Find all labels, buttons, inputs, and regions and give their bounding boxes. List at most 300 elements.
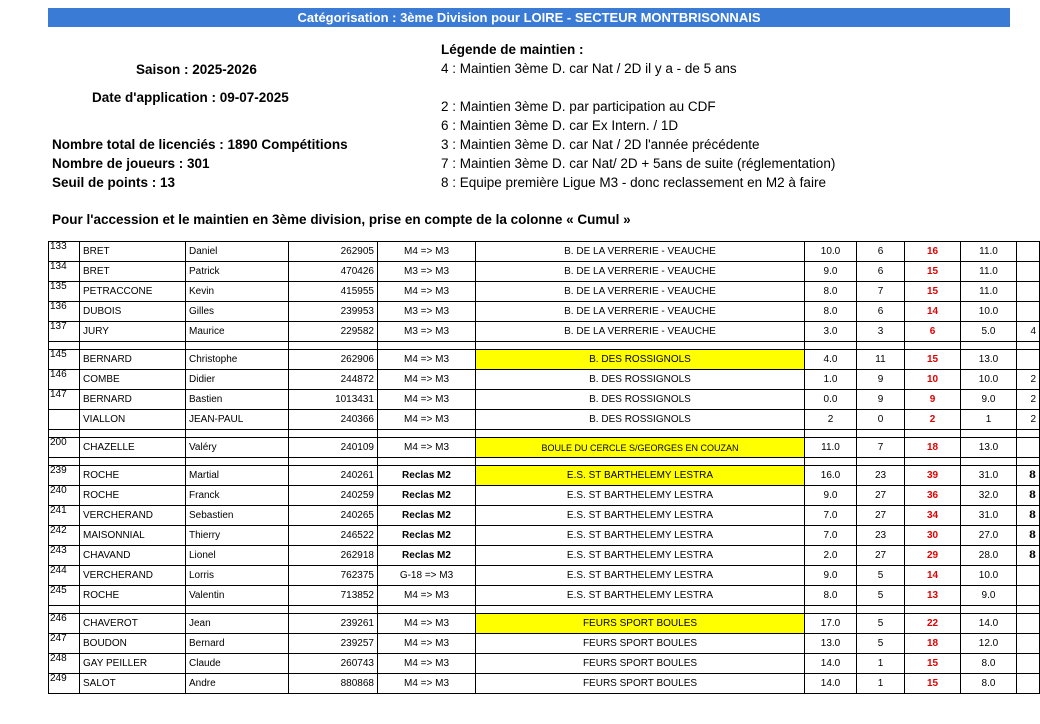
first-name-cell: Sebastien — [186, 506, 289, 526]
club-cell: B. DE LA VERRERIE - VEAUCHE — [476, 262, 805, 282]
first-name-cell: Christophe — [186, 350, 289, 370]
points-cell: 15 — [905, 654, 961, 674]
row-index: 244 — [49, 566, 80, 586]
row-index: 135 — [49, 282, 80, 302]
club-cell: E.S. ST BARTHELEMY LESTRA — [476, 526, 805, 546]
first-name-cell: Patrick — [186, 262, 289, 282]
table-spacer-row — [49, 430, 1040, 438]
points-threshold-label: Seuil de points : 13 — [52, 175, 176, 190]
cumul-cell: 14.0 — [961, 614, 1017, 634]
last-name-cell: CHAVEROT — [80, 614, 186, 634]
spacer-cell — [961, 458, 1017, 466]
legend-title: Légende de maintien : — [441, 42, 584, 57]
points-cell: 9 — [905, 390, 961, 410]
first-name-cell: Franck — [186, 486, 289, 506]
cumul-cell: 13.0 — [961, 438, 1017, 458]
last-name-cell: ROCHE — [80, 486, 186, 506]
club-cell: BOULE DU CERCLE S/GEORGES EN COUZAN — [476, 438, 805, 458]
row-index: 136 — [49, 302, 80, 322]
category-cell: M4 => M3 — [378, 282, 476, 302]
club-cell: B. DES ROSSIGNOLS — [476, 370, 805, 390]
club-cell: B. DE LA VERRERIE - VEAUCHE — [476, 282, 805, 302]
first-name-cell: Lionel — [186, 546, 289, 566]
table-row — [49, 486, 1040, 506]
licence-number-cell: 240265 — [289, 506, 378, 526]
points-cell: 22 — [905, 614, 961, 634]
spacer-cell — [289, 342, 378, 350]
score-cell: 10.0 — [805, 242, 857, 262]
cumul-cell: 10.0 — [961, 566, 1017, 586]
table-row — [49, 242, 1040, 262]
spacer-cell — [905, 458, 961, 466]
licence-number-cell: 415955 — [289, 282, 378, 302]
score-cell: 6 — [857, 302, 905, 322]
maintien-code-cell: 8 — [1017, 506, 1040, 526]
spacer-cell — [289, 458, 378, 466]
last-name-cell: DUBOIS — [80, 302, 186, 322]
category-cell: M4 => M3 — [378, 410, 476, 430]
spacer-cell — [805, 342, 857, 350]
first-name-cell: Lorris — [186, 566, 289, 586]
spacer-cell — [186, 430, 289, 438]
maintien-code-cell — [1017, 302, 1040, 322]
points-cell: 6 — [905, 322, 961, 342]
spacer-cell — [289, 606, 378, 614]
licence-number-cell: 880868 — [289, 674, 378, 694]
spacer-cell — [857, 606, 905, 614]
last-name-cell: PETRACCONE — [80, 282, 186, 302]
club-cell: E.S. ST BARTHELEMY LESTRA — [476, 546, 805, 566]
points-cell: 15 — [905, 350, 961, 370]
spacer-cell — [905, 430, 961, 438]
score-cell: 6 — [857, 242, 905, 262]
first-name-cell: Claude — [186, 654, 289, 674]
table-row — [49, 586, 1040, 606]
club-cell: E.S. ST BARTHELEMY LESTRA — [476, 466, 805, 486]
club-cell: FEURS SPORT BOULES — [476, 674, 805, 694]
spacer-cell — [905, 606, 961, 614]
row-index: 239 — [49, 466, 80, 486]
maintien-code-cell: 8 — [1017, 486, 1040, 506]
table-spacer-row — [49, 458, 1040, 466]
last-name-cell: CHAZELLE — [80, 438, 186, 458]
table-row — [49, 526, 1040, 546]
category-cell: G-18 => M3 — [378, 566, 476, 586]
club-cell: B. DE LA VERRERIE - VEAUCHE — [476, 302, 805, 322]
last-name-cell: JURY — [80, 322, 186, 342]
points-cell: 34 — [905, 506, 961, 526]
table-row — [49, 410, 1040, 430]
table-row — [49, 506, 1040, 526]
cumul-note: Pour l'accession et le maintien en 3ème division, prise en compte de la colonne « Cumul » — [52, 212, 631, 227]
maintien-code-cell: 8 — [1017, 546, 1040, 566]
legend-item: 8 : Equipe première Ligue M3 - donc reclassement en M2 à faire — [441, 175, 826, 190]
score-cell: 16.0 — [805, 466, 857, 486]
licence-number-cell: 229582 — [289, 322, 378, 342]
table-row — [49, 634, 1040, 654]
points-cell: 18 — [905, 634, 961, 654]
last-name-cell: BERNARD — [80, 390, 186, 410]
licence-number-cell: 239257 — [289, 634, 378, 654]
application-date-label: Date d'application : 09-07-2025 — [92, 90, 289, 105]
maintien-code-cell — [1017, 282, 1040, 302]
spacer-cell — [857, 458, 905, 466]
table-row — [49, 546, 1040, 566]
row-index: 241 — [49, 506, 80, 526]
table-row — [49, 262, 1040, 282]
score-cell: 0 — [857, 410, 905, 430]
last-name-cell: GAY PEILLER — [80, 654, 186, 674]
category-cell: M3 => M3 — [378, 262, 476, 282]
licence-number-cell: 239261 — [289, 614, 378, 634]
table-row — [49, 614, 1040, 634]
spacer-cell — [476, 458, 805, 466]
maintien-code-cell — [1017, 242, 1040, 262]
category-cell: M4 => M3 — [378, 614, 476, 634]
score-cell: 2.0 — [805, 546, 857, 566]
cumul-cell: 32.0 — [961, 486, 1017, 506]
spacer-cell — [476, 606, 805, 614]
row-index — [49, 410, 80, 430]
licence-number-cell: 262906 — [289, 350, 378, 370]
category-cell: Reclas M2 — [378, 546, 476, 566]
table-row — [49, 566, 1040, 586]
last-name-cell: ROCHE — [80, 466, 186, 486]
category-cell: Reclas M2 — [378, 506, 476, 526]
score-cell: 1 — [857, 674, 905, 694]
spacer-cell — [1017, 430, 1040, 438]
score-cell: 1.0 — [805, 370, 857, 390]
spacer-cell — [805, 458, 857, 466]
maintien-code-cell — [1017, 566, 1040, 586]
cumul-cell: 10.0 — [961, 370, 1017, 390]
score-cell: 7.0 — [805, 506, 857, 526]
points-cell: 13 — [905, 586, 961, 606]
points-cell: 14 — [905, 302, 961, 322]
cumul-cell: 8.0 — [961, 654, 1017, 674]
club-cell: B. DES ROSSIGNOLS — [476, 410, 805, 430]
score-cell: 27 — [857, 486, 905, 506]
score-cell: 7 — [857, 438, 905, 458]
licence-number-cell: 262905 — [289, 242, 378, 262]
row-index: 137 — [49, 322, 80, 342]
spacer-cell — [378, 606, 476, 614]
category-cell: M4 => M3 — [378, 586, 476, 606]
score-cell: 3 — [857, 322, 905, 342]
points-cell: 15 — [905, 282, 961, 302]
table-row — [49, 654, 1040, 674]
score-cell: 11.0 — [805, 438, 857, 458]
score-cell: 9.0 — [805, 262, 857, 282]
maintien-code-cell — [1017, 438, 1040, 458]
score-cell: 9.0 — [805, 486, 857, 506]
row-index: 249 — [49, 674, 80, 694]
points-cell: 14 — [905, 566, 961, 586]
cumul-cell: 5.0 — [961, 322, 1017, 342]
cumul-cell: 31.0 — [961, 506, 1017, 526]
spacer-cell — [1017, 458, 1040, 466]
last-name-cell: BERNARD — [80, 350, 186, 370]
score-cell: 9 — [857, 390, 905, 410]
cumul-cell: 10.0 — [961, 302, 1017, 322]
first-name-cell: Bastien — [186, 390, 289, 410]
licence-number-cell: 246522 — [289, 526, 378, 546]
row-index: 147 — [49, 390, 80, 410]
score-cell: 23 — [857, 466, 905, 486]
spacer-cell — [961, 430, 1017, 438]
score-cell: 9 — [857, 370, 905, 390]
licence-number-cell: 240109 — [289, 438, 378, 458]
spacer-cell — [289, 430, 378, 438]
score-cell: 5 — [857, 566, 905, 586]
club-cell: E.S. ST BARTHELEMY LESTRA — [476, 506, 805, 526]
maintien-code-cell — [1017, 674, 1040, 694]
club-cell: B. DES ROSSIGNOLS — [476, 350, 805, 370]
club-cell: E.S. ST BARTHELEMY LESTRA — [476, 486, 805, 506]
club-cell: B. DES ROSSIGNOLS — [476, 390, 805, 410]
total-licences-label: Nombre total de licenciés : 1890 Compétitions — [52, 137, 348, 152]
score-cell: 5 — [857, 634, 905, 654]
licence-number-cell: 239953 — [289, 302, 378, 322]
spacer-cell — [857, 430, 905, 438]
score-cell: 27 — [857, 546, 905, 566]
category-cell: M4 => M3 — [378, 350, 476, 370]
spacer-cell — [1017, 606, 1040, 614]
club-cell: B. DE LA VERRERIE - VEAUCHE — [476, 242, 805, 262]
maintien-code-cell: 4 — [1017, 322, 1040, 342]
score-cell: 8.0 — [805, 302, 857, 322]
table-row — [49, 674, 1040, 694]
players-table — [48, 241, 1040, 694]
cumul-cell: 27.0 — [961, 526, 1017, 546]
spacer-cell — [186, 458, 289, 466]
club-cell: FEURS SPORT BOULES — [476, 614, 805, 634]
maintien-code-cell — [1017, 586, 1040, 606]
club-cell: FEURS SPORT BOULES — [476, 634, 805, 654]
score-cell: 7 — [857, 282, 905, 302]
licence-number-cell: 762375 — [289, 566, 378, 586]
score-cell: 2 — [805, 410, 857, 430]
category-cell: M3 => M3 — [378, 322, 476, 342]
category-cell: M3 => M3 — [378, 302, 476, 322]
row-index: 133 — [49, 242, 80, 262]
points-cell: 15 — [905, 674, 961, 694]
last-name-cell: BOUDON — [80, 634, 186, 654]
cumul-cell: 9.0 — [961, 586, 1017, 606]
row-index: 248 — [49, 654, 80, 674]
score-cell: 0.0 — [805, 390, 857, 410]
maintien-code-cell — [1017, 654, 1040, 674]
row-index: 242 — [49, 526, 80, 546]
legend-item: 2 : Maintien 3ème D. par participation au CDF — [441, 99, 716, 114]
category-cell: M4 => M3 — [378, 674, 476, 694]
spacer-cell — [1017, 342, 1040, 350]
maintien-code-cell — [1017, 350, 1040, 370]
legend-item: 4 : Maintien 3ème D. car Nat / 2D il y a - de 5 ans — [441, 61, 737, 76]
first-name-cell: Thierry — [186, 526, 289, 546]
licence-number-cell: 240261 — [289, 466, 378, 486]
score-cell: 3.0 — [805, 322, 857, 342]
table-row — [49, 370, 1040, 390]
score-cell: 7.0 — [805, 526, 857, 546]
spacer-cell — [805, 430, 857, 438]
spacer-cell — [476, 342, 805, 350]
category-cell: M4 => M3 — [378, 390, 476, 410]
first-name-cell: Didier — [186, 370, 289, 390]
first-name-cell: JEAN-PAUL — [186, 410, 289, 430]
maintien-code-cell — [1017, 634, 1040, 654]
category-cell: M4 => M3 — [378, 634, 476, 654]
points-cell: 29 — [905, 546, 961, 566]
score-cell: 8.0 — [805, 282, 857, 302]
cumul-cell: 9.0 — [961, 390, 1017, 410]
table-row — [49, 302, 1040, 322]
table-spacer-row — [49, 606, 1040, 614]
maintien-code-cell: 2 — [1017, 390, 1040, 410]
row-index: 240 — [49, 486, 80, 506]
table-row — [49, 350, 1040, 370]
licence-number-cell: 260743 — [289, 654, 378, 674]
first-name-cell: Maurice — [186, 322, 289, 342]
licence-number-cell: 240366 — [289, 410, 378, 430]
score-cell: 5 — [857, 586, 905, 606]
first-name-cell: Andre — [186, 674, 289, 694]
spacer-cell — [186, 342, 289, 350]
first-name-cell: Kevin — [186, 282, 289, 302]
first-name-cell: Gilles — [186, 302, 289, 322]
club-cell: FEURS SPORT BOULES — [476, 654, 805, 674]
row-index: 146 — [49, 370, 80, 390]
cumul-cell: 11.0 — [961, 242, 1017, 262]
maintien-code-cell: 2 — [1017, 370, 1040, 390]
score-cell: 4.0 — [805, 350, 857, 370]
cumul-cell: 1 — [961, 410, 1017, 430]
row-index: 243 — [49, 546, 80, 566]
last-name-cell: VERCHERAND — [80, 506, 186, 526]
category-cell: Reclas M2 — [378, 466, 476, 486]
spacer-cell — [961, 342, 1017, 350]
last-name-cell: BRET — [80, 262, 186, 282]
last-name-cell: MAISONNIAL — [80, 526, 186, 546]
table-row — [49, 282, 1040, 302]
category-cell: M4 => M3 — [378, 654, 476, 674]
maintien-code-cell: 8 — [1017, 466, 1040, 486]
last-name-cell: ROCHE — [80, 586, 186, 606]
player-count-label: Nombre de joueurs : 301 — [52, 156, 210, 171]
club-cell: E.S. ST BARTHELEMY LESTRA — [476, 566, 805, 586]
spacer-cell — [80, 342, 186, 350]
score-cell: 8.0 — [805, 586, 857, 606]
points-cell: 15 — [905, 262, 961, 282]
spacer-cell — [378, 342, 476, 350]
cumul-cell: 11.0 — [961, 262, 1017, 282]
score-cell: 14.0 — [805, 654, 857, 674]
maintien-code-cell — [1017, 614, 1040, 634]
score-cell: 23 — [857, 526, 905, 546]
score-cell: 6 — [857, 262, 905, 282]
points-cell: 39 — [905, 466, 961, 486]
last-name-cell: BRET — [80, 242, 186, 262]
category-cell: M4 => M3 — [378, 370, 476, 390]
score-cell: 17.0 — [805, 614, 857, 634]
last-name-cell: VIALLON — [80, 410, 186, 430]
cumul-cell: 11.0 — [961, 282, 1017, 302]
spacer-cell — [905, 342, 961, 350]
legend-item: 3 : Maintien 3ème D. car Nat / 2D l'année précédente — [441, 137, 760, 152]
last-name-cell: SALOT — [80, 674, 186, 694]
table-spacer-row — [49, 342, 1040, 350]
spacer-cell — [857, 342, 905, 350]
last-name-cell: CHAVAND — [80, 546, 186, 566]
first-name-cell: Martial — [186, 466, 289, 486]
table-row — [49, 466, 1040, 486]
cumul-cell: 13.0 — [961, 350, 1017, 370]
score-cell: 9.0 — [805, 566, 857, 586]
score-cell: 13.0 — [805, 634, 857, 654]
score-cell: 1 — [857, 654, 905, 674]
row-index: 245 — [49, 586, 80, 606]
points-cell: 16 — [905, 242, 961, 262]
score-cell: 5 — [857, 614, 905, 634]
club-cell: E.S. ST BARTHELEMY LESTRA — [476, 586, 805, 606]
licence-number-cell: 713852 — [289, 586, 378, 606]
cumul-cell: 8.0 — [961, 674, 1017, 694]
row-index: 200 — [49, 438, 80, 458]
table-row — [49, 322, 1040, 342]
category-cell: M4 => M3 — [378, 438, 476, 458]
club-cell: B. DE LA VERRERIE - VEAUCHE — [476, 322, 805, 342]
spacer-cell — [186, 606, 289, 614]
licence-number-cell: 244872 — [289, 370, 378, 390]
first-name-cell: Valéry — [186, 438, 289, 458]
spacer-cell — [80, 430, 186, 438]
page-title-banner: Catégorisation : 3ème Division pour LOIRE - SECTEUR MONTBRISONNAIS — [48, 8, 1010, 27]
spacer-cell — [80, 458, 186, 466]
first-name-cell: Jean — [186, 614, 289, 634]
first-name-cell: Valentin — [186, 586, 289, 606]
points-cell: 10 — [905, 370, 961, 390]
spacer-cell — [378, 458, 476, 466]
cumul-cell: 31.0 — [961, 466, 1017, 486]
legend-item: 7 : Maintien 3ème D. car Nat/ 2D + 5ans de suite (réglementation) — [441, 156, 836, 171]
licence-number-cell: 470426 — [289, 262, 378, 282]
legend-item: 6 : Maintien 3ème D. car Ex Intern. / 1D — [441, 118, 679, 133]
licence-number-cell: 262918 — [289, 546, 378, 566]
category-cell: Reclas M2 — [378, 526, 476, 546]
season-label: Saison : 2025-2026 — [136, 62, 257, 77]
last-name-cell: COMBE — [80, 370, 186, 390]
table-row — [49, 390, 1040, 410]
score-cell: 27 — [857, 506, 905, 526]
row-index: 246 — [49, 614, 80, 634]
row-index: 247 — [49, 634, 80, 654]
last-name-cell: VERCHERAND — [80, 566, 186, 586]
maintien-code-cell — [1017, 262, 1040, 282]
points-cell: 30 — [905, 526, 961, 546]
score-cell: 14.0 — [805, 674, 857, 694]
category-cell: Reclas M2 — [378, 486, 476, 506]
cumul-cell: 12.0 — [961, 634, 1017, 654]
points-cell: 36 — [905, 486, 961, 506]
maintien-code-cell: 2 — [1017, 410, 1040, 430]
spacer-cell — [961, 606, 1017, 614]
first-name-cell: Daniel — [186, 242, 289, 262]
cumul-cell: 28.0 — [961, 546, 1017, 566]
licence-number-cell: 1013431 — [289, 390, 378, 410]
spacer-cell — [80, 606, 186, 614]
first-name-cell: Bernard — [186, 634, 289, 654]
licence-number-cell: 240259 — [289, 486, 378, 506]
